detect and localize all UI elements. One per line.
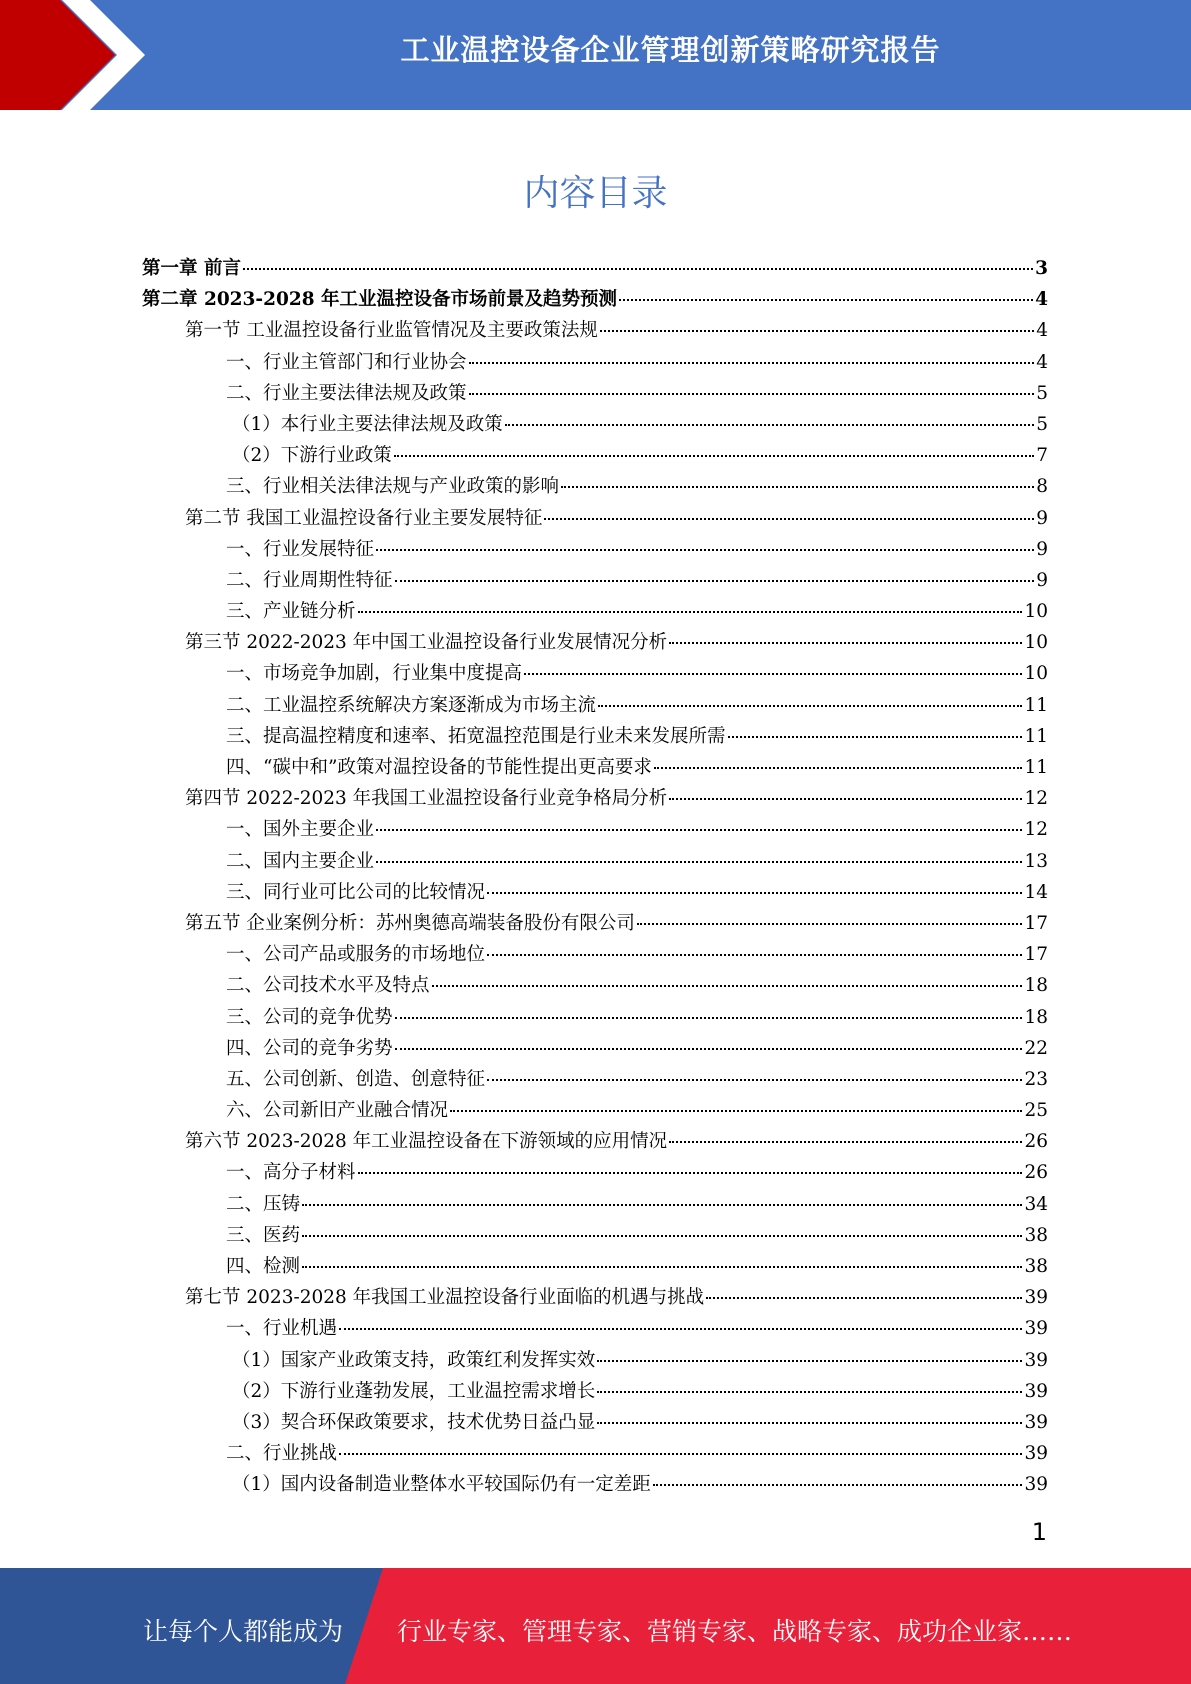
toc-entry-title: 第一章 前言 (142, 258, 241, 279)
toc-entry-page: 17 (1024, 944, 1048, 966)
toc-entry-title: （2）下游行业政策 (232, 445, 392, 467)
toc-entry-title: （1）国家产业政策支持，政策红利发挥实效 (232, 1349, 596, 1371)
toc-entry-page: 39 (1024, 1287, 1048, 1309)
footer-banner (0, 1568, 1191, 1684)
toc-entry[interactable] (142, 378, 1048, 409)
footer-slogan-right: 行业专家、管理专家、营销专家、战略专家、成功企业家…… (397, 1617, 1073, 1646)
toc-leader-dots (469, 362, 1035, 364)
toc-entry-title: （1）国内设备制造业整体水平较国际仍有一定差距 (232, 1474, 651, 1496)
toc-leader-dots (728, 736, 1023, 738)
report-title: 工业温控设备企业管理创新策略研究报告 (400, 33, 941, 67)
toc-entry-title: 一、行业机遇 (226, 1318, 338, 1340)
toc-leader-dots (505, 424, 1034, 426)
toc-entry-page: 9 (1036, 569, 1048, 591)
toc-leader-dots (394, 455, 1034, 457)
toc-entry[interactable] (142, 1469, 1048, 1500)
toc-entry[interactable] (142, 1126, 1048, 1157)
toc-entry[interactable] (142, 908, 1048, 939)
toc-entry[interactable] (142, 1095, 1048, 1126)
toc-entry-page: 12 (1024, 819, 1048, 841)
toc-entry-title: 二、压铸 (226, 1193, 301, 1215)
toc-entry-title: 四、公司的竞争劣势 (226, 1037, 393, 1059)
toc-entry[interactable] (142, 814, 1048, 845)
toc-entry-page: 17 (1024, 912, 1048, 934)
toc-entry-title: 第七节 2023-2028 年我国工业温控设备行业面临的机遇与挑战 (185, 1287, 705, 1309)
footer-slogan-left: 让每个人都能成为 (143, 1617, 344, 1646)
toc-entry[interactable] (142, 347, 1048, 378)
toc-entry-page: 4 (1036, 320, 1048, 342)
toc-leader-dots (395, 1048, 1023, 1050)
toc-entry-page: 10 (1024, 663, 1048, 685)
toc-leader-dots (302, 1204, 1022, 1206)
toc-entry-title: 一、行业主管部门和行业协会 (226, 351, 467, 373)
toc-leader-dots (243, 268, 1033, 270)
toc-entry[interactable] (142, 1157, 1048, 1188)
toc-entry-page: 34 (1024, 1193, 1048, 1215)
toc-leader-dots (597, 1391, 1022, 1393)
toc-entry[interactable] (142, 1345, 1048, 1376)
toc-entry-title: 第五节 企业案例分析：苏州奥德高端装备股份有限公司 (185, 912, 635, 934)
toc-entry-title: 第四节 2022-2023 年我国工业温控设备行业竞争格局分析 (185, 788, 668, 810)
toc-entry-page: 39 (1024, 1411, 1048, 1433)
toc-entry-page: 12 (1024, 788, 1048, 810)
toc-entry-page: 3 (1035, 258, 1048, 279)
toc-entry[interactable] (142, 596, 1048, 627)
toc-entry-title: 四、检测 (226, 1256, 301, 1277)
toc-entry-title: 一、高分子材料 (226, 1162, 356, 1184)
toc-leader-dots (654, 767, 1023, 769)
toc-leader-dots (487, 954, 1022, 956)
toc-leader-dots (653, 1484, 1023, 1486)
toc-leader-dots (376, 861, 1022, 863)
toc-entry-page: 5 (1036, 382, 1048, 404)
toc-entry[interactable] (142, 658, 1048, 689)
toc-entry-page: 18 (1024, 975, 1048, 997)
toc-entry-page: 9 (1036, 538, 1048, 560)
toc-leader-dots (524, 673, 1022, 675)
toc-entry-page: 4 (1035, 289, 1048, 311)
toc-entry-page: 7 (1036, 445, 1048, 467)
toc-entry-page: 9 (1036, 507, 1048, 529)
toc-entry-page: 11 (1024, 725, 1048, 747)
toc-entry-title: 一、市场竞争加剧，行业集中度提高 (226, 663, 523, 685)
toc-leader-dots (669, 1141, 1022, 1143)
toc-leader-dots (302, 1266, 1022, 1268)
toc-heading: 内容目录 (523, 173, 668, 214)
toc-entry-page: 26 (1024, 1162, 1048, 1184)
toc-entry[interactable] (142, 939, 1048, 970)
toc-leader-dots (376, 549, 1034, 551)
toc-entry-page: 14 (1024, 881, 1048, 903)
toc-entry[interactable] (142, 253, 1048, 284)
toc-leader-dots (487, 892, 1022, 894)
toc-entry[interactable] (142, 1002, 1048, 1033)
toc-leader-dots (302, 1235, 1022, 1237)
header-banner (0, 0, 1191, 110)
toc-leader-dots (637, 923, 1023, 925)
toc-entry-page: 10 (1024, 632, 1048, 654)
toc-entry-page: 38 (1024, 1224, 1048, 1246)
toc-leader-dots (339, 1453, 1022, 1455)
toc-entry-title: 第二节 我国工业温控设备行业主要发展特征 (185, 507, 543, 529)
toc-entry-title: 一、公司产品或服务的市场地位 (226, 944, 486, 966)
toc-leader-dots (597, 1360, 1022, 1362)
toc-entry-title: 五、公司创新、创造、创意特征 (226, 1068, 486, 1090)
toc-entry-page: 11 (1024, 757, 1048, 778)
toc-leader-dots (561, 486, 1034, 488)
toc-entry-title: 二、公司技术水平及特点 (226, 975, 430, 997)
toc-entry-page: 13 (1024, 850, 1048, 872)
toc-entry-page: 11 (1024, 694, 1048, 716)
toc-entry[interactable] (142, 1033, 1048, 1064)
toc-entry-page: 4 (1036, 351, 1048, 373)
toc-leader-dots (376, 829, 1022, 831)
toc-entry[interactable] (142, 627, 1048, 658)
toc-entry-page: 8 (1036, 476, 1048, 498)
toc-entry-page: 39 (1024, 1380, 1048, 1402)
toc-leader-dots (450, 1110, 1022, 1112)
toc-leader-dots (358, 1172, 1023, 1174)
toc-leader-dots (598, 705, 1022, 707)
toc-leader-dots (544, 518, 1034, 520)
toc-entry[interactable] (142, 1376, 1048, 1407)
toc-entry-title: （3）契合环保政策要求，技术优势日益凸显 (232, 1411, 596, 1433)
toc-leader-dots (706, 1297, 1022, 1299)
toc-entry-page: 39 (1024, 1474, 1048, 1496)
toc-leader-dots (395, 1017, 1023, 1019)
table-of-contents (142, 253, 1048, 1501)
toc-leader-dots (358, 611, 1023, 613)
toc-entry[interactable] (142, 1189, 1048, 1220)
toc-entry-title: （2）下游行业蓬勃发展，工业温控需求增长 (232, 1380, 596, 1402)
toc-entry-page: 39 (1024, 1443, 1048, 1465)
toc-entry-title: 二、行业挑战 (226, 1443, 338, 1465)
toc-entry-title: 一、行业发展特征 (226, 538, 375, 560)
toc-entry-title: 二、行业主要法律法规及政策 (226, 382, 467, 404)
toc-entry[interactable] (142, 721, 1048, 752)
toc-entry-page: 25 (1024, 1100, 1048, 1122)
header-arrow-decoration (0, 0, 160, 110)
toc-entry[interactable] (142, 1220, 1048, 1251)
toc-entry-title: 六、公司新旧产业融合情况 (226, 1100, 449, 1122)
toc-entry-page: 26 (1024, 1131, 1048, 1153)
toc-entry-title: 三、提高温控精度和速率、拓宽温控范围是行业未来发展所需 (226, 725, 726, 747)
toc-entry[interactable] (142, 440, 1048, 471)
toc-entry[interactable] (142, 846, 1048, 877)
toc-entry-page: 38 (1024, 1256, 1048, 1277)
toc-leader-dots (469, 393, 1035, 395)
toc-entry-title: 二、工业温控系统解决方案逐渐成为市场主流 (226, 694, 597, 716)
toc-entry-title: 一、国外主要企业 (226, 819, 375, 841)
toc-entry[interactable] (142, 1282, 1048, 1313)
toc-entry-page: 5 (1036, 413, 1048, 435)
toc-entry[interactable] (142, 503, 1048, 534)
toc-entry-title: （1）本行业主要法律法规及政策 (232, 413, 503, 435)
toc-entry-page: 39 (1024, 1349, 1048, 1371)
toc-entry-title: 三、同行业可比公司的比较情况 (226, 881, 486, 903)
toc-entry[interactable] (142, 690, 1048, 721)
toc-entry[interactable] (142, 409, 1048, 440)
toc-entry[interactable] (142, 1251, 1048, 1282)
toc-entry-page: 22 (1024, 1037, 1048, 1059)
toc-leader-dots (669, 798, 1022, 800)
toc-leader-dots (339, 1328, 1022, 1330)
toc-entry[interactable] (142, 315, 1048, 346)
toc-entry-title: 三、公司的竞争优势 (226, 1006, 393, 1028)
toc-entry-page: 10 (1024, 601, 1048, 623)
toc-entry-page: 18 (1024, 1006, 1048, 1028)
toc-entry[interactable] (142, 1438, 1048, 1469)
toc-entry-title: 四、“碳中和”政策对温控设备的节能性提出更高要求 (226, 757, 652, 778)
toc-entry-title: 三、产业链分析 (226, 601, 356, 623)
toc-entry[interactable] (142, 1064, 1048, 1095)
toc-entry[interactable] (142, 877, 1048, 908)
toc-entry-title: 第六节 2023-2028 年工业温控设备在下游领域的应用情况 (185, 1131, 668, 1153)
toc-leader-dots (619, 299, 1033, 301)
toc-leader-dots (487, 1079, 1022, 1081)
toc-entry-title: 第二章 2023-2028 年工业温控设备市场前景及趋势预测 (142, 289, 618, 311)
toc-entry-title: 第三节 2022-2023 年中国工业温控设备行业发展情况分析 (185, 632, 668, 654)
toc-entry-title: 二、行业周期性特征 (226, 569, 393, 591)
toc-entry-page: 23 (1024, 1068, 1048, 1090)
toc-leader-dots (597, 1422, 1022, 1424)
toc-entry[interactable] (142, 1407, 1048, 1438)
toc-leader-dots (395, 580, 1035, 582)
toc-entry[interactable] (142, 783, 1048, 814)
toc-leader-dots (432, 985, 1023, 987)
toc-entry[interactable] (142, 284, 1048, 315)
page-number: 1 (1031, 1518, 1047, 1546)
toc-entry[interactable] (142, 534, 1048, 565)
toc-entry-title: 三、行业相关法律法规与产业政策的影响 (226, 476, 560, 498)
toc-entry[interactable] (142, 471, 1048, 502)
toc-entry[interactable] (142, 970, 1048, 1001)
toc-leader-dots (600, 330, 1034, 332)
toc-entry-page: 39 (1024, 1318, 1048, 1340)
toc-entry[interactable] (142, 565, 1048, 596)
toc-entry[interactable] (142, 752, 1048, 783)
toc-entry-title: 第一节 工业温控设备行业监管情况及主要政策法规 (185, 320, 598, 342)
toc-leader-dots (669, 642, 1022, 644)
toc-entry[interactable] (142, 1313, 1048, 1344)
toc-entry-title: 二、国内主要企业 (226, 850, 375, 872)
toc-entry-title: 三、医药 (226, 1224, 301, 1246)
